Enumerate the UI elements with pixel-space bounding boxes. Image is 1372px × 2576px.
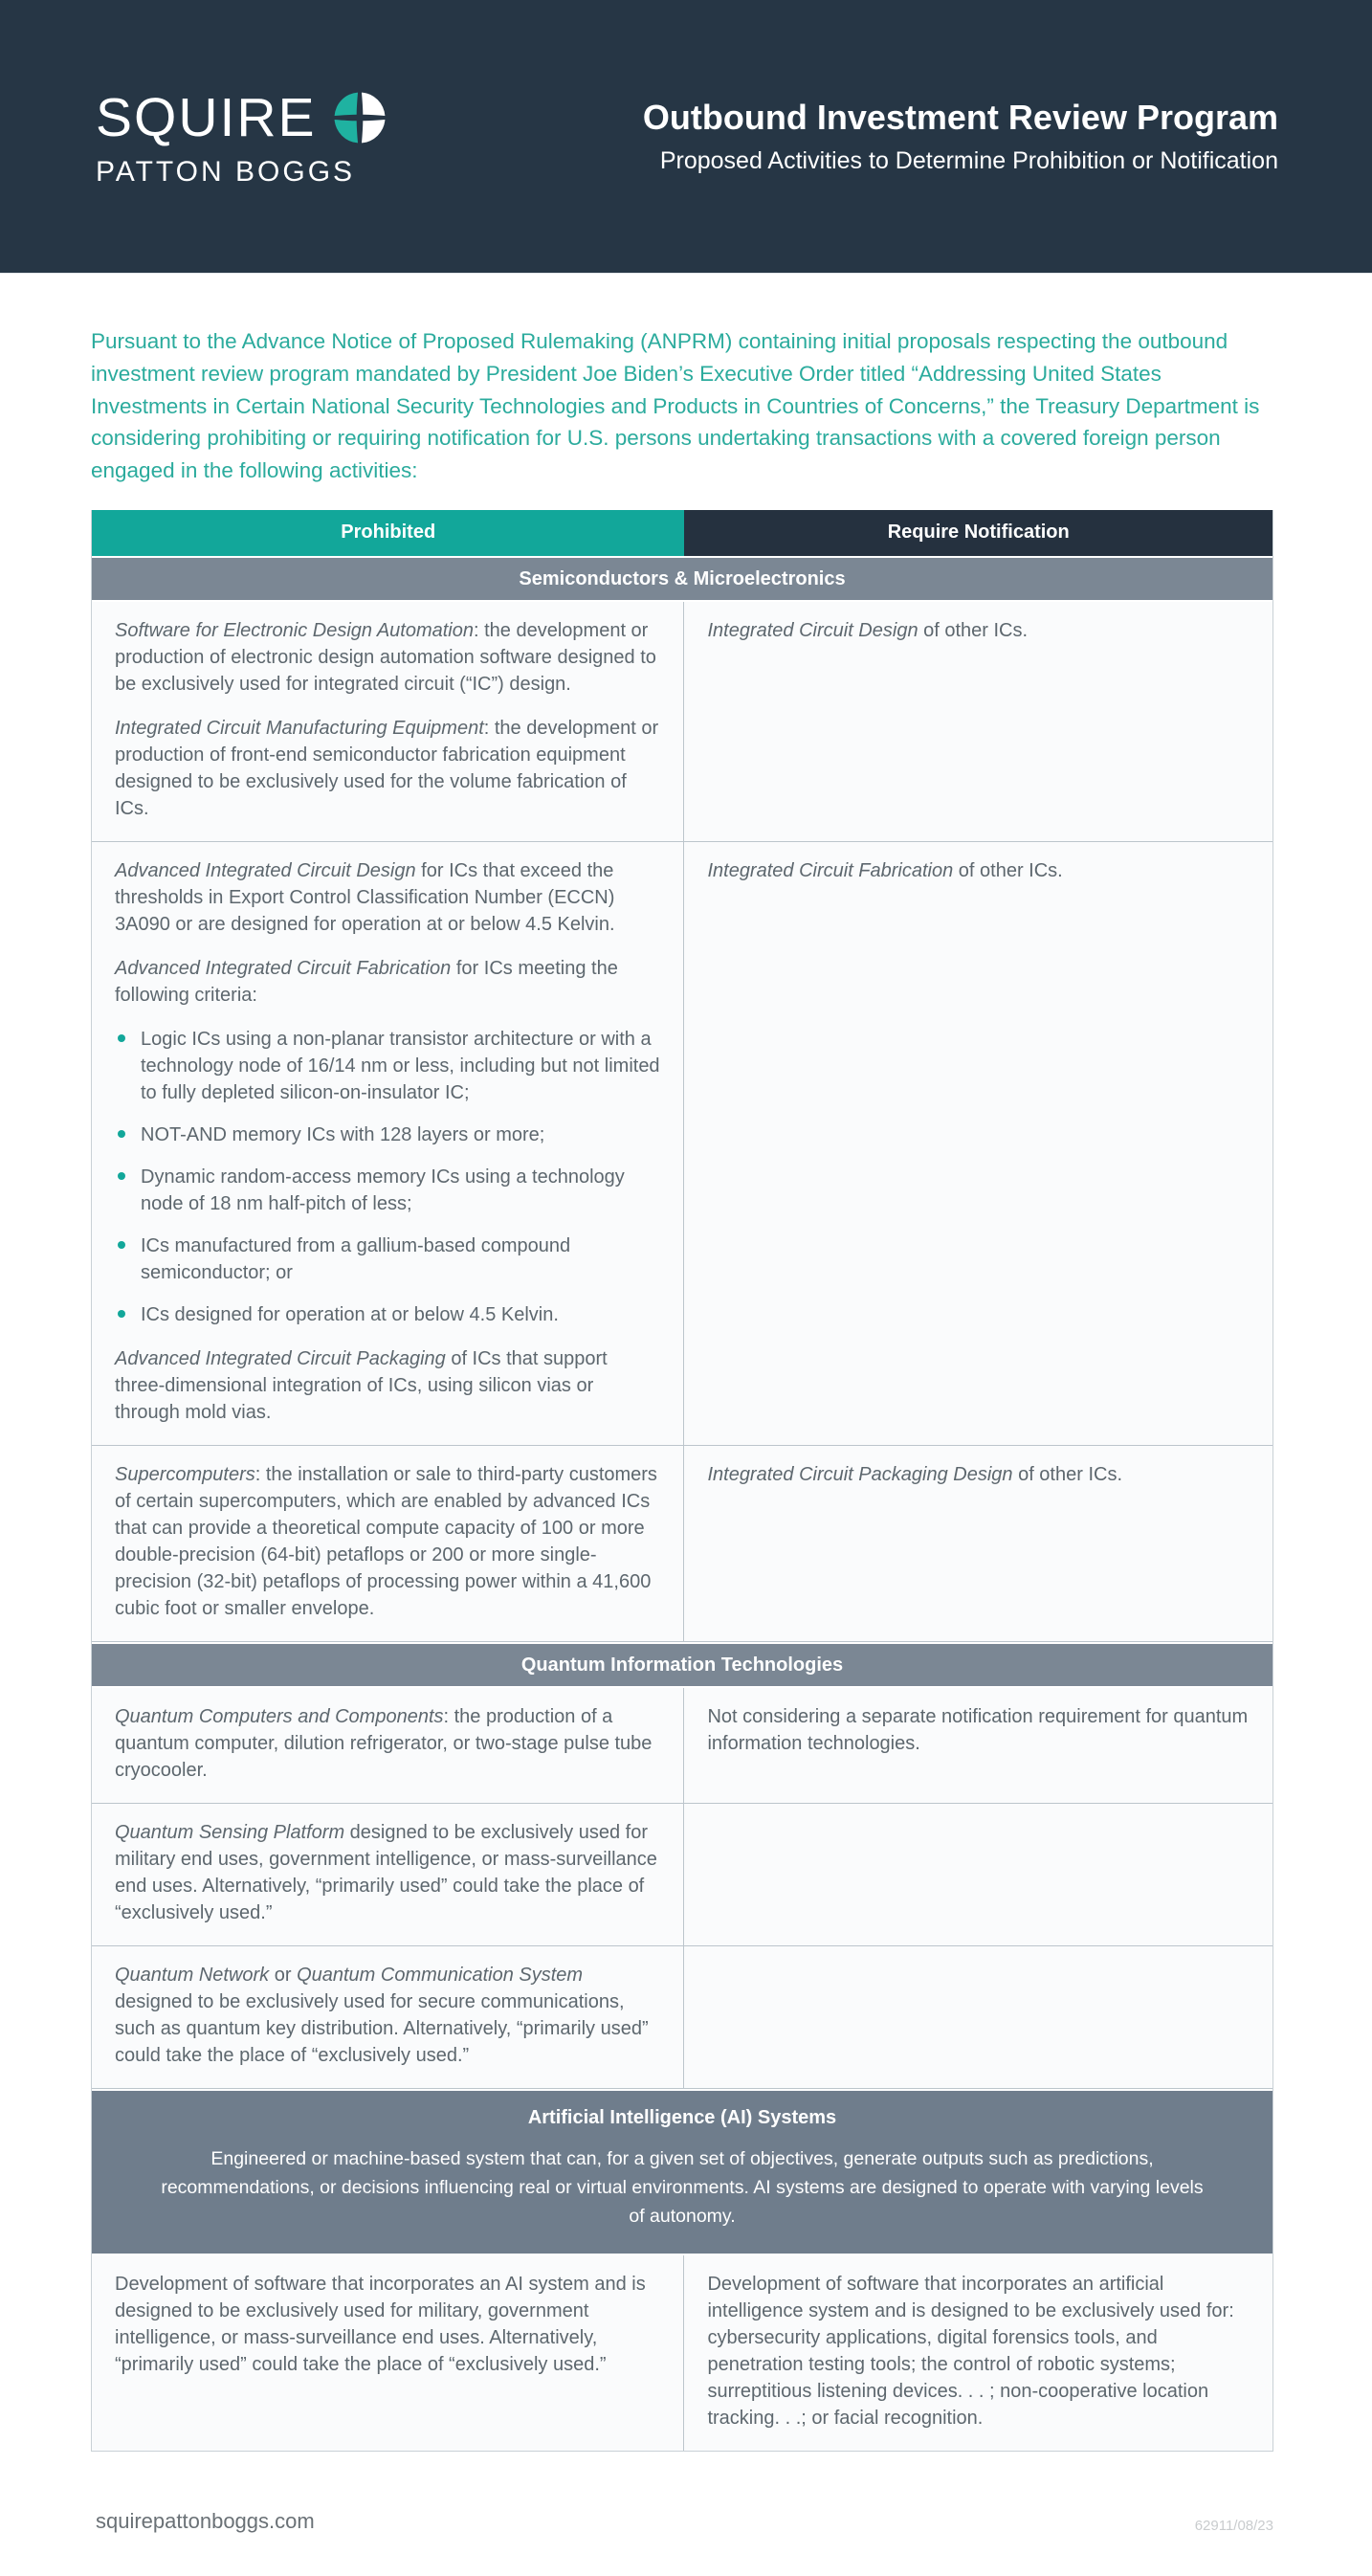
logo-text-squire: SQUIRE [96, 86, 317, 148]
table-row [92, 602, 1272, 842]
four-petal-diamond-icon [328, 86, 391, 149]
term-italic: Advanced Integrated Circuit Packaging [115, 1347, 446, 1369]
section-title: Artificial Intelligence (AI) Systems [527, 2106, 837, 2128]
notification-cell [684, 602, 1272, 841]
page-footer [0, 2452, 1372, 2576]
text-run: for ICs that exceed the thresholds in Export Control Classification Number (ECCN) 3A090 or are designed for operation at or below 4.5 Kelvin. [115, 859, 615, 935]
text-run: : the development or production of front-end semiconductor fabrication equipment designed to be exclusively used for the volume fabrication of ICs. [115, 717, 659, 819]
term-italic: Integrated Circuit Fabrication [707, 859, 954, 881]
footer-website-link[interactable]: squirepattonboggs.com [96, 2509, 315, 2534]
table-row [92, 1446, 1272, 1642]
bullet-item: Logic ICs using a non-planar transistor architecture or with a technology node of 16/14 nm or less, including but not limited to fully depleted silicon-on-insulator IC; [115, 1026, 660, 1106]
bullet-item: Dynamic random-access memory ICs using a technology node of 18 nm half-pitch of less; [115, 1164, 660, 1217]
text-run: designed to be exclusively used for secure communications, such as quantum key distribution. Alternatively, “primarily used” could take the place of “exclusively used.” [115, 1990, 649, 2066]
prohibited-cell [92, 1688, 684, 1803]
cell-paragraph [707, 2271, 1250, 2432]
term-italic: Integrated Circuit Design [707, 619, 918, 641]
cell-paragraph [115, 857, 660, 938]
table-row [92, 2255, 1272, 2451]
logo-text-patton-boggs: PATTON BOGGS [96, 156, 356, 188]
text-run: : the installation or sale to third-party customers of certain supercomputers, which are enabled by advanced ICs that can provide a theoretical compute capacity of 100 or more double-precision (64-bit) petaflops or 200 or more single-precision (32-bit) petaflops of processing power within a 41,600 cubic foot or smaller envelope. [115, 1463, 657, 1619]
term-italic: Quantum Sensing Platform [115, 1821, 345, 1843]
notification-cell [684, 1446, 1272, 1641]
prohibited-cell [92, 2255, 684, 2451]
main-content [0, 274, 1372, 2452]
table-row [92, 1946, 1272, 2089]
notification-cell [684, 1804, 1272, 1945]
section-band [92, 2089, 1272, 2256]
cell-paragraph [707, 1703, 1250, 1757]
table-row [92, 842, 1272, 1446]
table-sections [92, 556, 1272, 2452]
firm-logo [96, 86, 391, 187]
prohibited-cell [92, 1446, 684, 1641]
text-run: : the production of a quantum computer, dilution refrigerator, or two-stage pulse tube cryocooler. [115, 1705, 653, 1781]
cell-paragraph [707, 1461, 1250, 1488]
bullet-list [115, 1026, 660, 1328]
cell-paragraph [707, 857, 1250, 884]
bullet-item: ICs manufactured from a gallium-based compound semiconductor; or [115, 1232, 660, 1286]
section-description: Engineered or machine-based system that can, for a given set of objectives, generate outputs such as predictions, recommendations, or decisions influencing real or virtual environments. AI systems are designed to operate with varying levels of autonomy. [161, 2147, 1204, 2228]
text-run: Development of software that incorporates an artificial intelligence system and is designed to be exclusively used for: cybersecurity applications, digital forensics tools, and penetration testing tools; the control of robotic systems; surreptitious listening devices. . . ; non-cooperative location tracking. . .; or facial recognition. [707, 2274, 1234, 2430]
section-title: Semiconductors & Microelectronics [519, 567, 846, 589]
term-italic: Supercomputers [115, 1463, 255, 1485]
cell-paragraph [115, 2271, 660, 2378]
prohibited-cell [92, 602, 684, 841]
header-titles [643, 98, 1278, 175]
col-header-prohibited: Prohibited [92, 510, 684, 556]
section-band [92, 556, 1272, 602]
text-run: or [269, 1964, 298, 1986]
text-run: for ICs meeting the following criteria: [115, 957, 618, 1006]
term-italic: Quantum Communication System [297, 1964, 584, 1986]
bullet-item: NOT-AND memory ICs with 128 layers or more; [115, 1121, 660, 1148]
notification-cell [684, 2255, 1272, 2451]
text-run: Not considering a separate notification requirement for quantum information technologies. [707, 1705, 1249, 1754]
header-banner [0, 0, 1372, 274]
page-subtitle: Proposed Activities to Determine Prohibition or Notification [659, 147, 1278, 175]
text-run: of other ICs. [953, 859, 1063, 881]
term-italic: Software for Electronic Design Automation [115, 619, 474, 641]
prohibited-cell [92, 842, 684, 1445]
text-run: of ICs that support three-dimensional integration of ICs, using silicon vias or through mold vias. [115, 1347, 608, 1423]
footer-doc-code: 62911/08/23 [1194, 2518, 1273, 2535]
cell-paragraph [115, 715, 660, 822]
text-run: designed to be exclusively used for military end uses, government intelligence, or mass-surveillance end uses. Alternatively, “primarily used” could take the place of “exclusively used.” [115, 1821, 657, 1923]
cell-paragraph [115, 1703, 660, 1784]
activities-table [91, 510, 1273, 2453]
section-band [92, 1642, 1272, 1688]
bullet-item: ICs designed for operation at or below 4.5 Kelvin. [115, 1301, 660, 1328]
table-row [92, 1804, 1272, 1946]
notification-cell [684, 1946, 1272, 2088]
term-italic: Advanced Integrated Circuit Design [115, 859, 416, 881]
notification-cell [684, 1688, 1272, 1803]
cell-paragraph [115, 1962, 660, 2069]
cell-paragraph [115, 1345, 660, 1426]
term-italic: Quantum Network [115, 1964, 270, 1986]
cell-paragraph [115, 617, 660, 698]
col-header-require-notification: Require Notification [684, 510, 1272, 556]
term-italic: Quantum Computers and Components [115, 1705, 444, 1727]
term-italic: Integrated Circuit Packaging Design [707, 1463, 1013, 1485]
term-italic: Advanced Integrated Circuit Fabrication [115, 957, 452, 979]
cell-paragraph [115, 1461, 660, 1622]
page-title: Outbound Investment Review Program [642, 97, 1278, 137]
term-italic: Integrated Circuit Manufacturing Equipment [115, 717, 484, 739]
prohibited-cell [92, 1804, 684, 1945]
intro-paragraph: Pursuant to the Advance Notice of Proposed Rulemaking (ANPRM) containing initial proposals respecting the outbound investment review program mandated by President Joe Biden’s Executive Order titled “Addressing United States Investments in Certain National Security Technologies and Products in Countries of Concerns,” the Treasury Department is considering prohibiting or requiring notification for U.S. persons undertaking transactions with a covered foreign person engaged in the following activities: [91, 329, 1260, 482]
cell-paragraph [115, 955, 660, 1009]
cell-paragraph [707, 617, 1250, 644]
cell-paragraph [115, 1819, 660, 1926]
notification-cell [684, 842, 1272, 1445]
table-column-headers [92, 510, 1272, 556]
text-run: : the development or production of electronic design automation software designed to be exclusively used for integrated circuit (“IC”) design. [115, 619, 656, 695]
text-run: of other ICs. [1012, 1463, 1123, 1485]
section-title: Quantum Information Technologies [520, 1654, 844, 1676]
logo-top-row [96, 86, 391, 149]
text-run: of other ICs. [918, 619, 1029, 641]
prohibited-cell [92, 1946, 684, 2088]
text-run: Development of software that incorporates an AI system and is designed to be exclusively used for military, government intelligence, or mass-surveillance end uses. Alternatively, “primarily used” could take the place of “exclusively used.” [115, 2274, 646, 2376]
table-row [92, 1688, 1272, 1804]
